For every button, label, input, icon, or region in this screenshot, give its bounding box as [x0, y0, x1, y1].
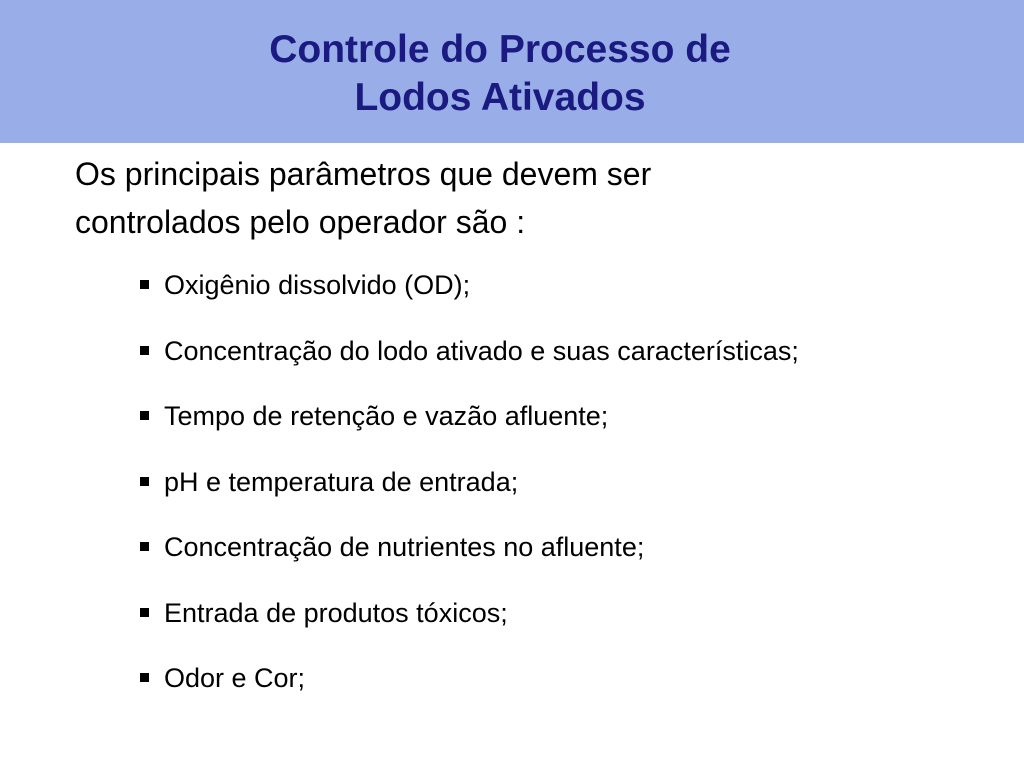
list-item [140, 524, 799, 590]
list-item-text: Tempo de retenção e vazão afluente; [164, 401, 609, 431]
slide-title-line-1: Controle do Processo de [269, 28, 731, 71]
slide-title-line-2: Lodos Ativados [354, 76, 646, 119]
list-item [140, 590, 799, 656]
list-item-text: pH e temperatura de entrada; [164, 466, 519, 497]
intro-line-1: Os principais parâmetros que devem ser [75, 156, 652, 192]
list-item-text: Oxigênio dissolvido (OD); [164, 270, 471, 300]
list-item [140, 393, 799, 459]
square-bullet-icon [140, 411, 149, 420]
square-bullet-icon [140, 477, 149, 486]
intro-paragraph [75, 150, 975, 246]
list-item [140, 459, 799, 525]
list-item [140, 655, 799, 721]
square-bullet-icon [140, 673, 149, 682]
list-item [140, 262, 799, 328]
list-item-text: Concentração do lodo ativado e suas características; [164, 335, 799, 366]
square-bullet-icon [140, 346, 149, 355]
list-item [140, 328, 799, 394]
slide-title [0, 26, 1000, 122]
list-item-text: Concentração de nutrientes no afluente; [164, 532, 645, 562]
square-bullet-icon [140, 280, 149, 289]
square-bullet-icon [140, 608, 149, 617]
intro-line-2: controlados pelo operador são : [75, 204, 526, 240]
square-bullet-icon [140, 542, 149, 551]
list-item-text: Odor e Cor; [164, 663, 306, 693]
parameter-list [140, 262, 799, 721]
list-item-text: Entrada de produtos tóxicos; [164, 597, 508, 628]
